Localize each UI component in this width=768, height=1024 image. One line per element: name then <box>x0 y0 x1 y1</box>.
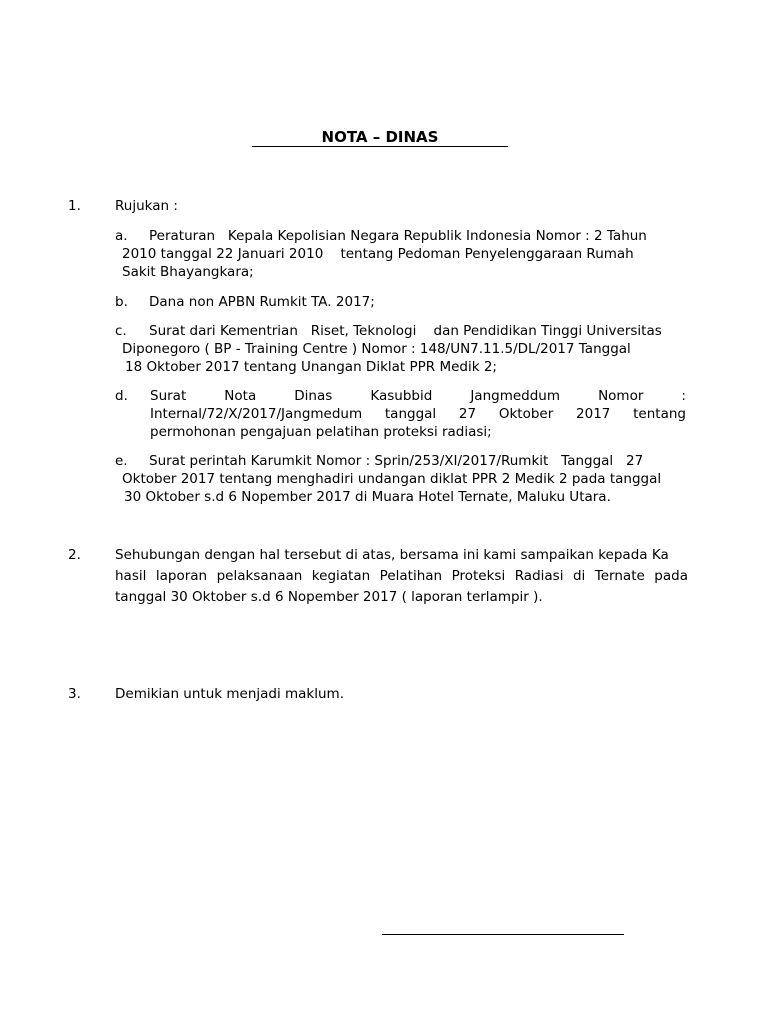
item-2-text <box>115 545 688 608</box>
item-2-line-3: tanggal 30 Oktober s.d 6 Nopember 2017 ( laporan terlampir ). <box>115 589 543 605</box>
subitem-d-line-3: permohonan pengajuan pelatihan proteksi radiasi; <box>150 424 492 440</box>
document-title: NOTA – DINAS <box>321 128 439 146</box>
subitem-d-line-1: Surat Nota Dinas Kasubbid Jangmeddum Nomor : <box>150 388 686 404</box>
item-3-text: Demikian untuk menjadi maklum. <box>115 686 344 702</box>
item-2-line-2: hasil laporan pelaksanaan kegiatan Pelatihan Proteksi Radiasi di Ternate pada <box>115 568 688 584</box>
item-3-number: 3. <box>68 686 81 702</box>
subitem-a-line-2: 2010 tanggal 22 Januari 2010 tentang Pedoman Penyelenggaraan Rumah <box>122 246 634 262</box>
subitem-c-line-2: Diponegoro ( BP - Training Centre ) Nomor : 148/UN7.11.5/DL/2017 Tanggal <box>122 341 631 357</box>
subitem-e-line-1: Surat perintah Karumkit Nomor : Sprin/253/XI/2017/Rumkit Tanggal 27 <box>149 453 644 469</box>
subitem-b-letter: b. <box>115 294 128 310</box>
item-2-number: 2. <box>68 547 81 563</box>
subitem-d-letter: d. <box>115 388 128 404</box>
subitem-e-line-3: 30 Oktober s.d 6 Nopember 2017 di Muara Hotel Ternate, Maluku Utara. <box>124 489 611 505</box>
subitem-a-line-3: Sakit Bhayangkara; <box>122 264 254 280</box>
subitem-d-line-2: Internal/72/X/2017/Jangmedum tanggal 27 Oktober 2017 tentang <box>150 406 686 422</box>
subitem-c-letter: c. <box>115 323 127 339</box>
subitem-c-line-3: 18 Oktober 2017 tentang Unangan Diklat PPR Medik 2; <box>125 359 497 375</box>
subitem-a-letter: a. <box>115 228 128 244</box>
subitem-b-text <box>149 293 375 311</box>
subitem-b-line-1: Dana non APBN Rumkit TA. 2017; <box>149 294 375 310</box>
subitem-d-text <box>150 387 686 441</box>
subitem-e-text <box>122 452 667 506</box>
subitem-e-line-2: Oktober 2017 tentang menghadiri undangan diklat PPR 2 Medik 2 pada tanggal <box>122 471 662 487</box>
item-1-label: Rujukan : <box>115 198 178 214</box>
subitem-a-text <box>122 227 667 281</box>
subitem-a-line-1: Peraturan Kepala Kepolisian Negara Republik Indonesia Nomor : 2 Tahun <box>149 228 647 244</box>
title-underline <box>252 146 508 147</box>
subitem-c-line-1: Surat dari Kementrian Riset, Teknologi dan Pendidikan Tinggi Universitas <box>149 323 662 339</box>
item-2-line-1: Sehubungan dengan hal tersebut di atas, bersama ini kami sampaikan kepada Ka <box>115 547 669 563</box>
item-1-number: 1. <box>68 198 81 214</box>
subitem-e-letter: e. <box>115 453 128 469</box>
subitem-c-text <box>122 322 682 376</box>
signature-line <box>382 934 624 935</box>
